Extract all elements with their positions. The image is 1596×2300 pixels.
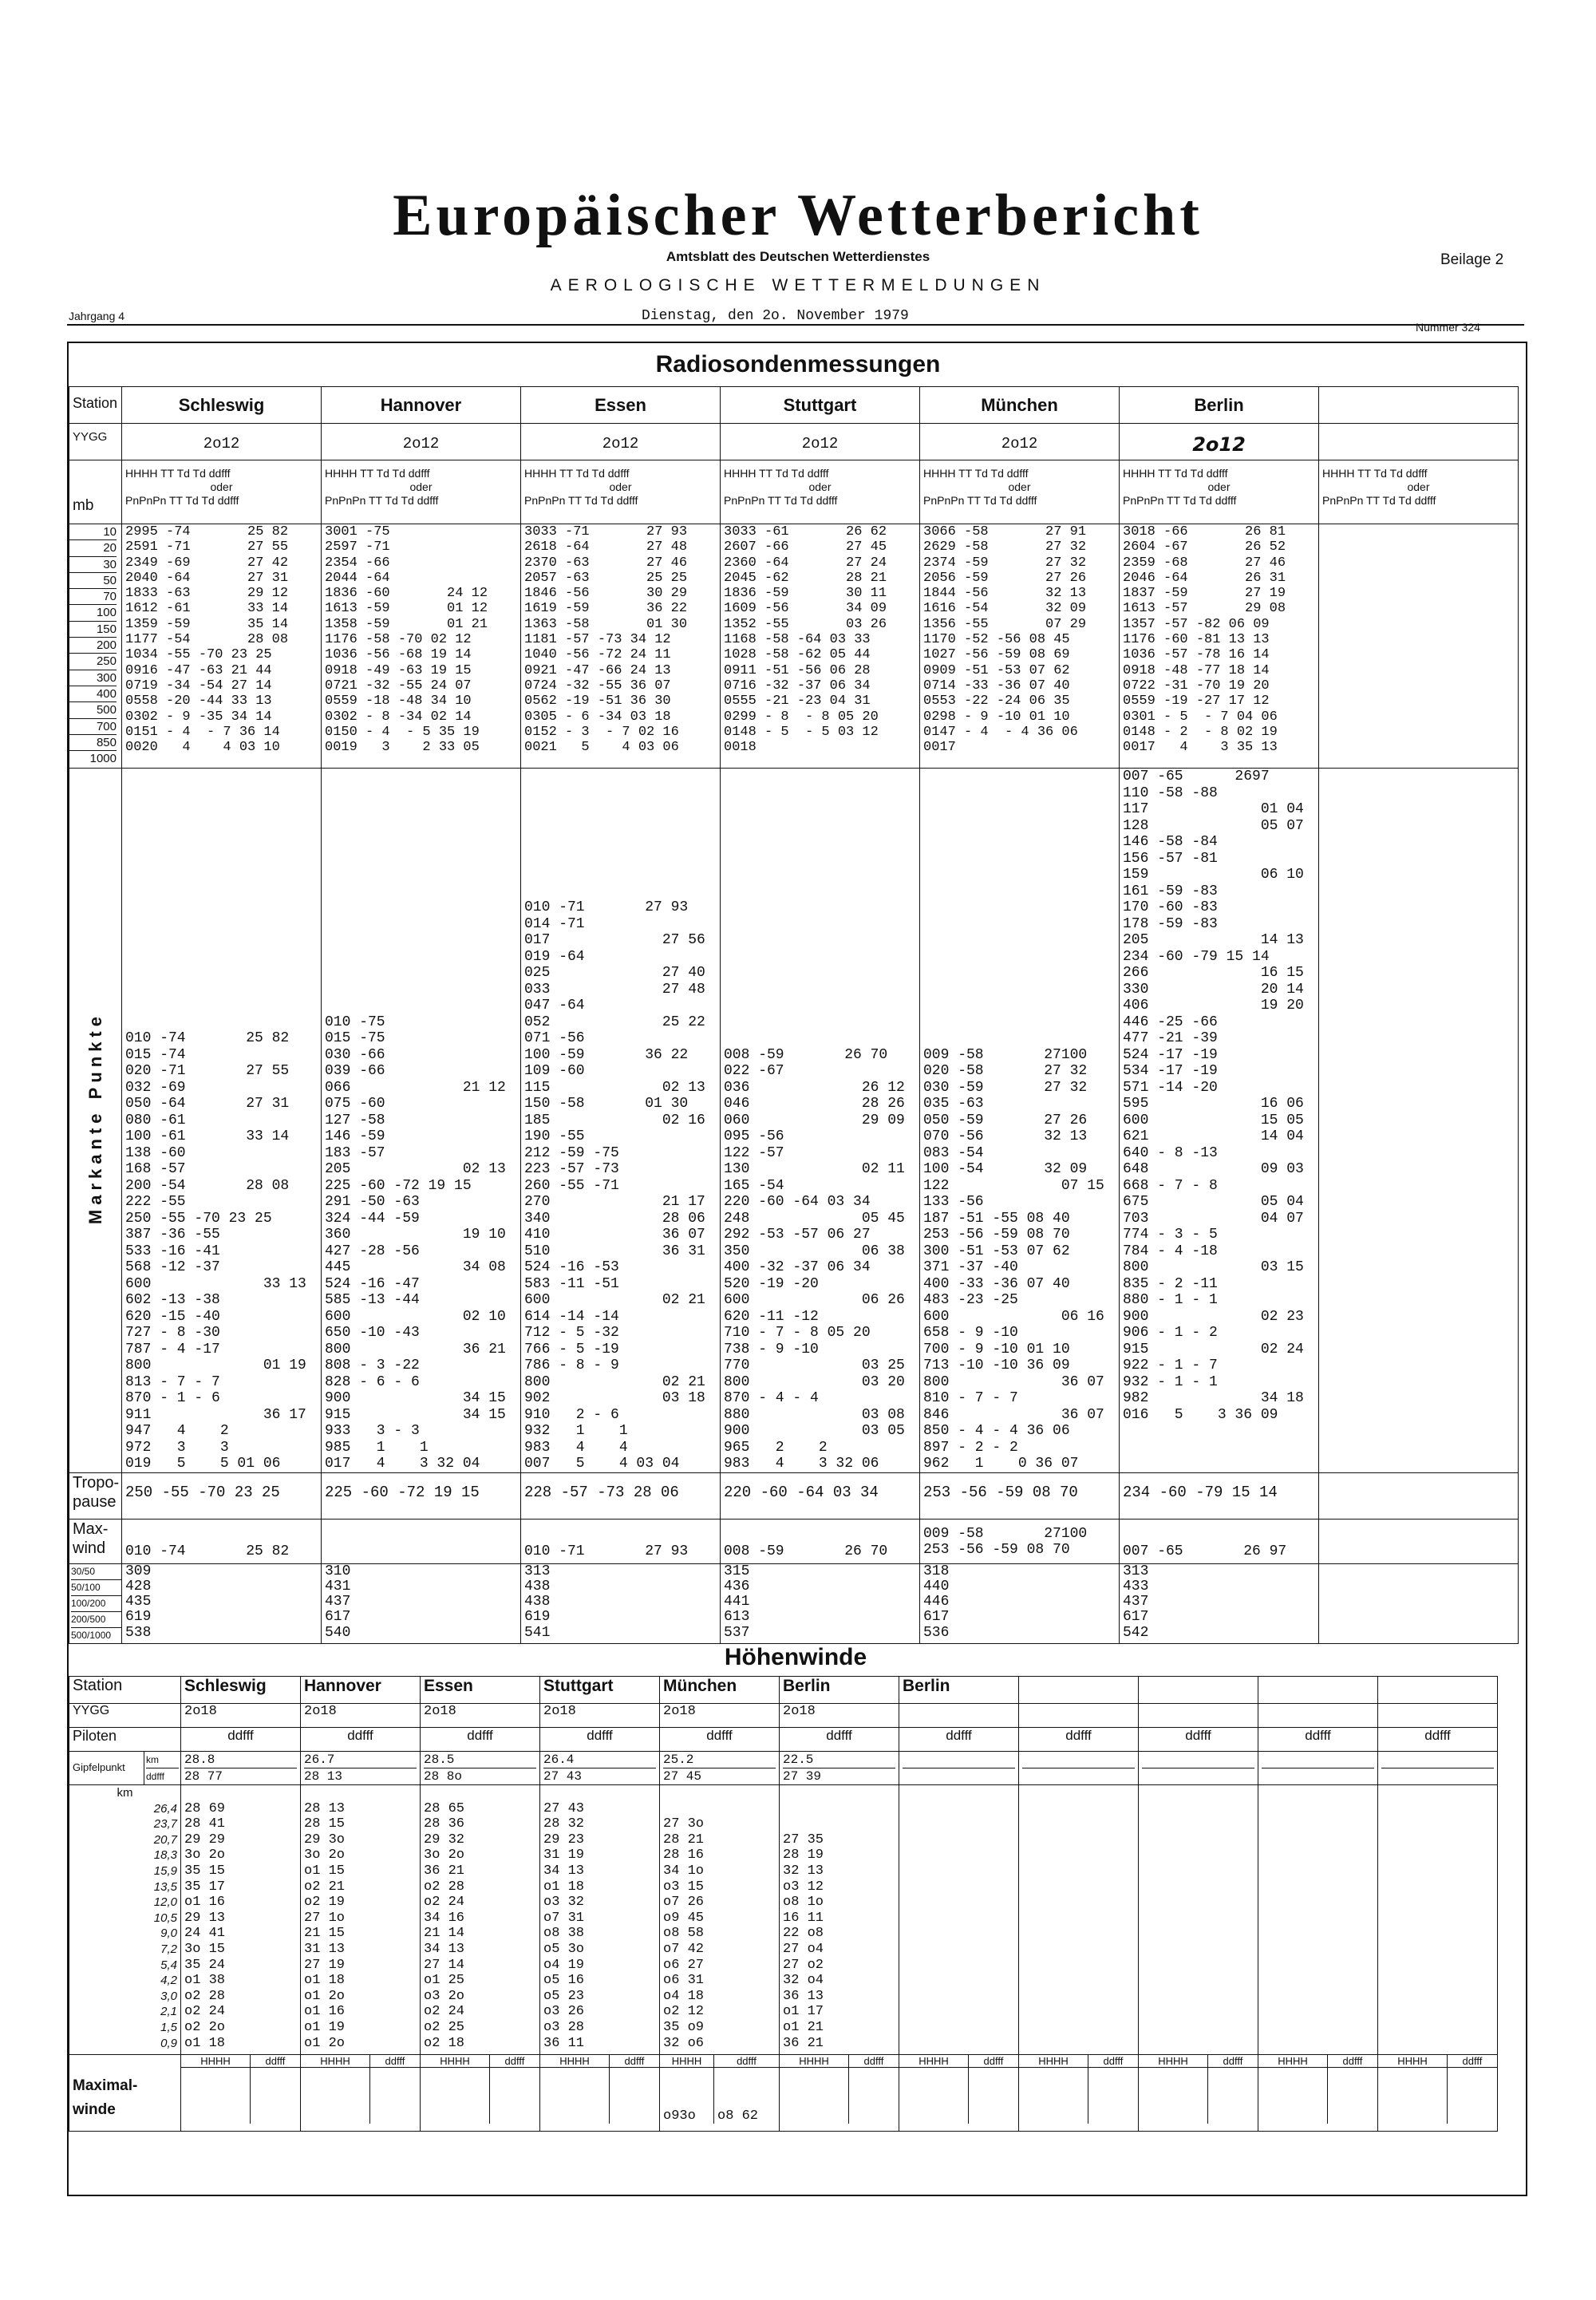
wind-column: 27 43 28 32 29 23 31 19 34 13 o1 18 o3 32 o7 31 o8 38 o5 3o o4 19 o5 16 o5 23 o3 26 o3 28 36 11	[540, 1785, 660, 2055]
thickness-data: 309 428 435 619 538	[122, 1563, 322, 1643]
thickness-data: 310 431 437 617 540	[322, 1563, 521, 1643]
subtitle: Amtsblatt des Deutschen Wetterdienstes	[666, 249, 930, 264]
wind-yygg: 2o18	[660, 1704, 780, 1728]
gipfel-value	[899, 1752, 1019, 1785]
wind-column: 27 35 28 19 32 13 o3 12 o8 1o 16 11 22 o8 27 o4 27 o2 32 o4 36 13 o1 17 o1 21 36 21	[780, 1785, 899, 2055]
piloten-label: Piloten	[69, 1728, 181, 1752]
jahrgang: Jahrgang 4	[69, 310, 125, 322]
gipfel-value	[1378, 1752, 1498, 1785]
hoehenwinde-title: Höhenwinde	[724, 1644, 867, 1670]
station-name: Berlin	[1120, 387, 1319, 424]
gipfel-value: 22.5 27 39	[780, 1752, 899, 1785]
yygg-value: 2o12	[521, 424, 721, 460]
tropopause-value: 225 -60 -72 19 15	[322, 1472, 521, 1519]
station-name: Schleswig	[122, 387, 322, 424]
thickness-data: 318 440 446 617 536	[920, 1563, 1120, 1643]
wind-station: Berlin	[899, 1677, 1019, 1704]
maxwind-cell: HHHH ddfff	[1258, 2055, 1378, 2132]
mb-label: mb	[69, 460, 122, 524]
std-level-data: 3001 -75 2597 -71 2354 -66 2044 -64 1836 -60 24 12 1613 -59 01 12 1358 -59 01 21 1176 -58 -70 02 12 1036 -56 -68 19 14 0918 -49 -63 19 15 0721 -32 -55 24 07 0559 -18 -48 34 10 0302 - 8 -34 02 14 0150 - 4 - 5 35 19 0019 3 2 33 05	[322, 524, 521, 769]
maxwind-cell: HHHH ddfff	[1019, 2055, 1139, 2132]
ddfff-header: ddfff	[1139, 1728, 1258, 1752]
ddfff-header: ddfff	[181, 1728, 301, 1752]
station-label: Station	[69, 387, 122, 424]
wind-station	[1019, 1677, 1139, 1704]
ddfff-header: ddfff	[421, 1728, 540, 1752]
wind-yygg	[1019, 1704, 1139, 1728]
maxwind-cell: HHHH ddfff	[780, 2055, 899, 2132]
wind-station: München	[660, 1677, 780, 1704]
yygg-value	[1319, 424, 1519, 460]
gipfel-value	[1258, 1752, 1378, 1785]
station-name: Hannover	[322, 387, 521, 424]
wind-station: Stuttgart	[540, 1677, 660, 1704]
column-header: HHHH TT Td Td ddfff oder PnPnPn TT Td Td ddfff	[721, 460, 920, 524]
station-name	[1319, 387, 1519, 424]
std-level-data: 3033 -61 26 62 2607 -66 27 45 2360 -64 27 24 2045 -62 28 21 1836 -59 30 11 1609 -56 34 09 1352 -55 03 26 1168 -58 -64 03 33 1028 -58 -62 05 44 0911 -51 -56 06 28 0716 -32 -37 06 34 0555 -21 -23 04 31 0299 - 8 - 8 05 20 0148 - 5 - 5 03 12 0018	[721, 524, 920, 769]
beilage-label: Beilage 2	[1440, 251, 1504, 268]
yygg-value: 2o12	[920, 424, 1120, 460]
column-header: HHHH TT Td Td ddfff oder PnPnPn TT Td Td ddfff	[920, 460, 1120, 524]
maxwind-value: 010 -71 27 93	[521, 1519, 721, 1563]
markante-punkte-label: Markante Punkte	[69, 769, 122, 1473]
maxwind-cell: HHHH ddfff	[1139, 2055, 1258, 2132]
wind-yygg: 2o18	[181, 1704, 301, 1728]
wind-column: 28 69 28 41 29 29 3o 2o 35 15 35 17 o1 16 29 13 24 41 3o 15 35 24 o1 38 o2 28 o2 24 o2 2o o1 18	[181, 1785, 301, 2055]
wind-column: 28 65 28 36 29 32 3o 2o 36 21 o2 28 o2 24 34 16 21 14 34 13 27 14 o1 25 o3 2o o2 24 o2 25 o2 18	[421, 1785, 540, 2055]
maxwind-cell: HHHH ddfff	[540, 2055, 660, 2132]
wind-yygg: 2o18	[780, 1704, 899, 1728]
height-levels: km 26,4 23,7 20,7 18,3 15,9 13,5 12,0 10,5 9,0 7,2 5,4 4,2 3,0 2,1 1,5 0,9	[69, 1785, 181, 2055]
wind-station: Hannover	[301, 1677, 421, 1704]
thickness-data: 313 433 437 617 542	[1120, 1563, 1319, 1643]
wind-column	[899, 1785, 1019, 2055]
tropopause-value: 234 -60 -79 15 14	[1120, 1472, 1319, 1519]
yygg-value: 2o12	[1120, 424, 1319, 460]
column-header: HHHH TT Td Td ddfff oder PnPnPn TT Td Td ddfff	[322, 460, 521, 524]
thickness-data: 313 438 438 619 541	[521, 1563, 721, 1643]
wind-yygg: 2o18	[421, 1704, 540, 1728]
sig-level-data: 007 -65 2697 110 -58 -88 117 01 04 128 05 07 146 -58 -84 156 -57 -81 159 06 10 161 -59 -83 170 -60 -83 178 -59 -83 205 14 13 234 -60 -79 15 14 266 16 15 330 20 14 406 19 20 446 -25 -66 477 -21 -39 524 -17 -19 534 -17 -19 571 -14 -20 595 16 06 600 15 05 621 14 04 640 - 8 -13 648 09 03 668 - 7 - 8 675 05 04 703 04 07 774 - 3 - 5 784 - 4 -18 800 03 15 835 - 2 -11 880 - 1 - 1 900 02 23 906 - 1 - 2 915 02 24 922 - 1 - 7 932 - 1 - 1 982 34 18 016 5 3 36 09	[1120, 769, 1319, 1473]
std-level-data: 3066 -58 27 91 2629 -58 27 32 2374 -59 27 32 2056 -59 27 26 1844 -56 32 13 1616 -54 32 09 1356 -55 07 29 1170 -52 -56 08 45 1027 -56 -59 08 69 0909 -51 -53 07 62 0714 -33 -36 07 40 0553 -22 -24 06 35 0298 - 9 -10 01 10 0147 - 4 - 4 36 06 0017	[920, 524, 1120, 769]
maxwind-cell: HHHH ddfff	[1378, 2055, 1498, 2132]
maxwind-cell: HHHH ddfff	[899, 2055, 1019, 2132]
wind-column	[1378, 1785, 1498, 2055]
ddfff-header: ddfff	[780, 1728, 899, 1752]
maxwind-value: 010 -74 25 82	[122, 1519, 322, 1563]
hoehenwinde-table	[69, 1676, 1498, 2132]
sig-level-data: 010 -74 25 82 015 -74 020 -71 27 55 032 -69 050 -64 27 31 080 -61 100 -61 33 14 138 -60 168 -57 200 -54 28 08 222 -55 250 -55 -70 23 25 387 -36 -55 533 -16 -41 568 -12 -37 600 33 13 602 -13 -38 620 -15 -40 727 - 8 -30 787 - 4 -17 800 01 19 813 - 7 - 7 870 - 1 - 6 911 36 17 947 4 2 972 3 3 019 5 5 01 06	[122, 769, 322, 1473]
ddfff-header: ddfff	[1019, 1728, 1139, 1752]
wind-column: 28 13 28 15 29 3o 3o 2o o1 15 o2 21 o2 19 27 1o 21 15 31 13 27 19 o1 18 o1 2o o1 16 o1 19 o1 2o	[301, 1785, 421, 2055]
tropopause-value: 253 -56 -59 08 70	[920, 1472, 1120, 1519]
station-name: München	[920, 387, 1120, 424]
maxwind-value: 009 -58 27100 253 -56 -59 08 70	[920, 1519, 1120, 1563]
issue-date: Dienstag, den 2o. November 1979	[642, 308, 909, 324]
yygg-value: 2o12	[122, 424, 322, 460]
wind-yygg	[899, 1704, 1019, 1728]
sig-level-data: 010 -71 27 93 014 -71 017 27 56 019 -64 025 27 40 033 27 48 047 -64 052 25 22 071 -56 100 -59 36 22 109 -60 115 02 13 150 -58 01 30 185 02 16 190 -55 212 -59 -75 223 -57 -73 260 -55 -71 270 21 17 340 28 06 410 36 07 510 36 31 524 -16 -53 583 -11 -51 600 02 21 614 -14 -14 712 - 5 -32 766 - 5 -19 786 - 8 - 9 800 02 21 902 03 18 910 2 - 6 932 1 1 983 4 4 007 5 4 03 04	[521, 769, 721, 1473]
wind-yygg	[1258, 1704, 1378, 1728]
std-level-data	[1319, 524, 1519, 769]
tropopause-value: 228 -57 -73 28 06	[521, 1472, 721, 1519]
wind-column: 27 3o 28 21 28 16 34 1o o3 15 o7 26 o9 45 o8 58 o7 42 o6 27 o6 31 o4 18 o2 12 35 o9 32 o6	[660, 1785, 780, 2055]
maxwind-cell: HHHH ddfff	[181, 2055, 301, 2132]
radiosonde-title: Radiosondenmessungen	[655, 351, 941, 377]
wind-station: Essen	[421, 1677, 540, 1704]
gipfel-value	[1139, 1752, 1258, 1785]
thickness-labels: 30/50 50/100 100/200 200/500 500/1000	[69, 1563, 122, 1643]
column-header: HHHH TT Td Td ddfff oder PnPnPn TT Td Td ddfff	[1319, 460, 1519, 524]
section-title: AEROLOGISCHE WETTERMELDUNGEN	[550, 276, 1046, 294]
std-level-data: 3033 -71 27 93 2618 -64 27 48 2370 -63 27 46 2057 -63 25 25 1846 -56 30 29 1619 -59 36 22 1363 -58 01 30 1181 -57 -73 34 12 1040 -56 -72 24 11 0921 -47 -66 24 13 0724 -32 -55 36 07 0562 -19 -51 36 30 0305 - 6 -34 03 18 0152 - 3 - 7 02 16 0021 5 4 03 06	[521, 524, 721, 769]
gipfel-units: km ddfff	[144, 1752, 181, 1785]
yygg-value: 2o12	[322, 424, 521, 460]
wind-yygg	[1378, 1704, 1498, 1728]
wind-yygg-label: YYGG	[69, 1704, 181, 1728]
ddfff-header: ddfff	[1258, 1728, 1378, 1752]
wind-station: Schleswig	[181, 1677, 301, 1704]
ddfff-header: ddfff	[540, 1728, 660, 1752]
station-name: Stuttgart	[721, 387, 920, 424]
yygg-value: 2o12	[721, 424, 920, 460]
std-level-data: 3018 -66 26 81 2604 -67 26 52 2359 -68 27 46 2046 -64 26 31 1837 -59 27 19 1613 -57 29 08 1357 -57 -82 06 09 1176 -60 -81 13 13 1036 -57 -78 16 14 0918 -48 -77 18 14 0722 -31 -70 19 20 0559 -19 -27 17 12 0301 - 5 - 7 04 06 0148 - 2 - 8 02 19 0017 4 3 35 13	[1120, 524, 1319, 769]
gipfel-value: 28.8 28 77	[181, 1752, 301, 1785]
wind-column	[1139, 1785, 1258, 2055]
gipfel-value: 26.7 28 13	[301, 1752, 421, 1785]
wind-column	[1258, 1785, 1378, 2055]
column-header: HHHH TT Td Td ddfff oder PnPnPn TT Td Td ddfff	[521, 460, 721, 524]
yygg-label: YYGG	[69, 424, 122, 460]
wind-yygg: 2o18	[301, 1704, 421, 1728]
gipfel-value	[1019, 1752, 1139, 1785]
tropopause-label: Tropo- pause	[69, 1472, 122, 1519]
gipfel-value: 28.5 28 8o	[421, 1752, 540, 1785]
mb-levels: 10 20 30 50 70 100 150 200 250 300 400 500 700 850 1000	[69, 524, 122, 769]
maxwind-value: 007 -65 26 97	[1120, 1519, 1319, 1563]
maxwind-value	[1319, 1519, 1519, 1563]
page-title: Europäischer Wetterbericht	[393, 183, 1203, 248]
wind-column	[1019, 1785, 1139, 2055]
column-header: HHHH TT Td Td ddfff oder PnPnPn TT Td Td ddfff	[1120, 460, 1319, 524]
station-name: Essen	[521, 387, 721, 424]
wind-station-label: Station	[69, 1677, 181, 1704]
ddfff-header: ddfff	[660, 1728, 780, 1752]
wind-station	[1139, 1677, 1258, 1704]
tropopause-value: 220 -60 -64 03 34	[721, 1472, 920, 1519]
tropopause-value	[1319, 1472, 1519, 1519]
wind-yygg: 2o18	[540, 1704, 660, 1728]
sig-level-data: 009 -58 27100 020 -58 27 32 030 -59 27 32 035 -63 050 -59 27 26 070 -56 32 13 083 -54 100 -54 32 09 122 07 15 133 -56 187 -51 -55 08 40 253 -56 -59 08 70 300 -51 -53 07 62 371 -37 -40 400 -33 -36 07 40 483 -23 -25 600 06 16 658 - 9 -10 700 - 9 -10 01 10 713 -10 -10 36 09 800 36 07 810 - 7 - 7 846 36 07 850 - 4 - 4 36 06 897 - 2 - 2 962 1 0 36 07	[920, 769, 1120, 1473]
maxwind-value	[322, 1519, 521, 1563]
ddfff-header: ddfff	[1378, 1728, 1498, 1752]
tropopause-value: 250 -55 -70 23 25	[122, 1472, 322, 1519]
gipfel-value: 25.2 27 45	[660, 1752, 780, 1785]
wind-station: Berlin	[780, 1677, 899, 1704]
column-header: HHHH TT Td Td ddfff oder PnPnPn TT Td Td ddfff	[122, 460, 322, 524]
std-level-data: 2995 -74 25 82 2591 -71 27 55 2349 -69 27 42 2040 -64 27 31 1833 -63 29 12 1612 -61 33 14 1359 -59 35 14 1177 -54 28 08 1034 -55 -70 23 25 0916 -47 -63 21 44 0719 -34 -54 27 14 0558 -20 -44 33 13 0302 - 9 -35 34 14 0151 - 4 - 7 36 14 0020 4 4 03 10	[122, 524, 322, 769]
wind-yygg	[1139, 1704, 1258, 1728]
issue-number: Nummer 324	[1416, 321, 1480, 334]
wind-station	[1258, 1677, 1378, 1704]
sig-level-data: 010 -75 015 -75 030 -66 039 -66 066 21 12 075 -60 127 -58 146 -59 183 -57 205 02 13 225 -60 -72 19 15 291 -50 -63 324 -44 -59 360 19 10 427 -28 -56 445 34 08 524 -16 -47 585 -13 -44 600 02 10 650 -10 -43 800 36 21 808 - 3 -22 828 - 6 - 6 900 34 15 915 34 15 933 3 - 3 985 1 1 017 4 3 32 04	[322, 769, 521, 1473]
wind-station	[1378, 1677, 1498, 1704]
maxwind-cell: HHHH ddfff	[421, 2055, 540, 2132]
issue-line	[67, 308, 1524, 334]
ddfff-header: ddfff	[301, 1728, 421, 1752]
maxwind-cell: HHHH ddfff	[301, 2055, 421, 2132]
thickness-data: 315 436 441 613 537	[721, 1563, 920, 1643]
gipfelpunkt-label: Gipfelpunkt	[69, 1752, 144, 1785]
maximalwinde-label: Maximal- winde	[69, 2055, 181, 2132]
sig-level-data: 008 -59 26 70 022 -67 036 26 12 046 28 26 060 29 09 095 -56 122 -57 130 02 11 165 -54 220 -60 -64 03 34 248 05 45 292 -53 -57 06 27 350 06 38 400 -32 -37 06 34 520 -19 -20 600 06 26 620 -11 -12 710 - 7 - 8 05 20 738 - 9 -10 770 03 25 800 03 20 870 - 4 - 4 880 03 08 900 03 05 965 2 2 983 4 3 32 06	[721, 769, 920, 1473]
ddfff-header: ddfff	[899, 1728, 1019, 1752]
maxwind-value: 008 -59 26 70	[721, 1519, 920, 1563]
maxwind-label: Max- wind	[69, 1519, 122, 1563]
maxwind-cell: HHHH ddfff o93o o8 62	[660, 2055, 780, 2132]
thickness-data	[1319, 1563, 1519, 1643]
gipfel-value: 26.4 27 43	[540, 1752, 660, 1785]
radiosonde-table	[69, 386, 1519, 1644]
empty-column	[1319, 769, 1519, 1473]
